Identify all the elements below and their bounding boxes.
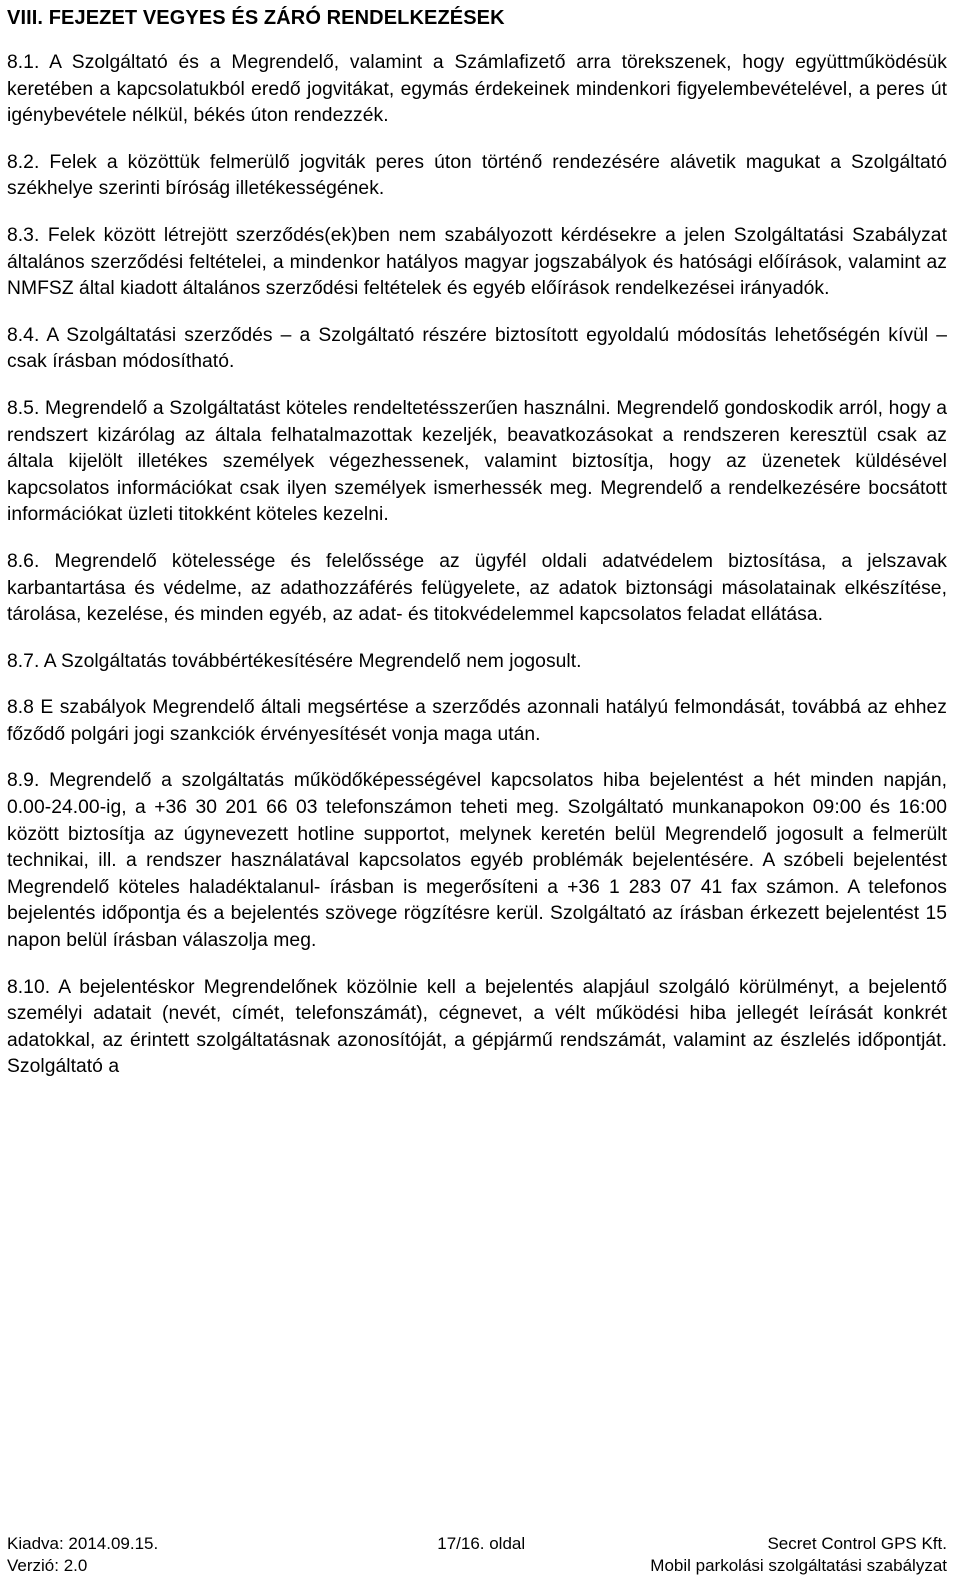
paragraph-text: Megrendelő a Szolgáltatást köteles rendeltetésszerűen használni. Megrendelő gondoskodik arról, hogy a rendszert kizárólag az általa felhatalmazottak kezeljék, beavatkozásokat a rendszeren keresztül csak az általa kijelölt illetékes személyek végezhessenek, valamint biztosítja, hogy az üzenetek küldésével kapcsolatos információkat csak ilyen személyek ismerhessék meg. Megrendelő a rendelkezésére bocsátott információkat üzleti titokként köteles kezelni.: [7, 397, 947, 526]
paragraph-text: Felek a közöttük felmerülő jogviták peres úton történő rendezésére alávetik magukat a Szolgáltató székhelye szerinti bíróság illetékességének.: [7, 151, 947, 200]
paragraph-number: 8.7.: [7, 650, 40, 672]
chapter-title: VIII. FEJEZET VEGYES ÉS ZÁRÓ RENDELKEZÉSEK: [7, 7, 505, 29]
paragraph-8-6: [7, 549, 947, 629]
document-page: [7, 6, 947, 1101]
page-footer: [7, 1533, 947, 1577]
paragraph-8-2: [7, 150, 947, 203]
paragraph-number: 8.4.: [7, 324, 40, 346]
paragraph-8-4: [7, 323, 947, 376]
paragraph-8-5: [7, 396, 947, 529]
paragraph-text: Megrendelő a szolgáltatás működőképességével kapcsolatos hiba bejelentést a hét minden napján, 0.00-24.00-ig, a +36 30 201 66 03 telefonszámon teheti meg. Szolgáltató munkanapokon 09:00 és 16:00 között biztosítja az úgynevezett hotline supportot, melynek keretén belül Megrendelő jogosult a felmerült technikai, ill. a rendszer használatával kapcsolatos egyéb problémák bejelentésére. A szóbeli bejelentést Megrendelő köteles haladéktalanul- írásban is megerősíteni a +36 1 283 07 41 fax számon. A telefonos bejelentés időpontja és a bejelentés szövege rögzítésre kerül. Szolgáltató az írásban érkezett bejelentést 15 napon belül írásban válaszolja meg.: [7, 770, 947, 952]
footer-page-number: 17/16. oldal: [437, 1534, 526, 1553]
footer-version: Verzió: 2.0: [7, 1556, 88, 1575]
paragraph-number: 8.9.: [7, 770, 40, 792]
paragraph-8-9: [7, 768, 947, 954]
paragraph-number: 8.5.: [7, 397, 40, 419]
paragraph-number: 8.2.: [7, 151, 40, 173]
footer-row-top: [7, 1533, 947, 1555]
footer-document-title: Mobil parkolási szolgáltatási szabályzat: [650, 1556, 947, 1575]
footer-company: Secret Control GPS Kft.: [767, 1534, 947, 1553]
paragraph-text: Felek között létrejött szerződés(ek)ben nem szabályozott kérdésekre a jelen Szolgáltatási Szabályzat általános szerződési feltételei, a mindenkor hatályos magyar jogszabályok és hatósági előírások, valamint az NMFSZ által kiadott általános szerződési feltételek és egyéb előírások rendelkezései irányadók.: [7, 224, 947, 300]
paragraph-8-1: [7, 50, 947, 130]
paragraph-text: A Szolgáltatási szerződés – a Szolgáltató részére biztosított egyoldalú módosítás lehetőségén kívül – csak írásban módosítható.: [7, 324, 948, 373]
paragraph-text: A Szolgáltatás továbbértékesítésére Megrendelő nem jogosult.: [43, 650, 582, 672]
paragraph-text: Megrendelő kötelessége és felelőssége az ügyfél oldali adatvédelem biztosítása, a jelszavak karbantartása és védelme, az adathozzáférés felügyelete, az adatok biztonsági másolatainak elkészítése, tárolása, kezelése, és minden egyéb, az adat- és titokvédelemmel kapcsolatos feladat ellátása.: [7, 550, 947, 626]
paragraph-8-3: [7, 223, 947, 303]
paragraph-text: A Szolgáltató és a Megrendelő, valamint a Számlafizető arra törekszenek, hogy együttműködésük keretében a kapcsolatukból eredő jogvitákat, egymás érdekeinek mindenkori figyelembevételével, a peres út igénybevétele nélkül, békés úton rendezzék.: [7, 52, 947, 127]
paragraph-8-8: [7, 695, 947, 748]
footer-row-bottom: [7, 1555, 947, 1577]
paragraph-number: 8.8: [7, 697, 34, 719]
paragraph-text: A bejelentéskor Megrendelőnek közölnie kell a bejelentés alapjául szolgáló körülményt, a bejelentő személyi adatait (nevét, címét, telefonszámát), cégnevet, a vélt működési hiba jellegét leírását konkrét adatokkal, az érintett szolgáltatásnak azonosítóját, a gépjármű rendszámát, valamint az észlelés időpontját. Szolgáltató a: [7, 976, 947, 1078]
paragraph-text: E szabályok Megrendelő általi megsértése a szerződés azonnali hatályú felmondását, továbbá az ehhez főződő polgári jogi szankciók érvényesítését vonja maga után.: [7, 697, 947, 745]
paragraph-number: 8.3.: [7, 224, 40, 246]
paragraph-number: 8.1.: [7, 52, 40, 73]
footer-issued-date: Kiadva: 2014.09.15.: [7, 1534, 159, 1553]
paragraph-number: 8.10.: [7, 976, 51, 998]
paragraph-number: 8.6.: [7, 550, 40, 572]
paragraph-8-10: [7, 975, 947, 1081]
paragraph-8-7: [7, 649, 947, 676]
